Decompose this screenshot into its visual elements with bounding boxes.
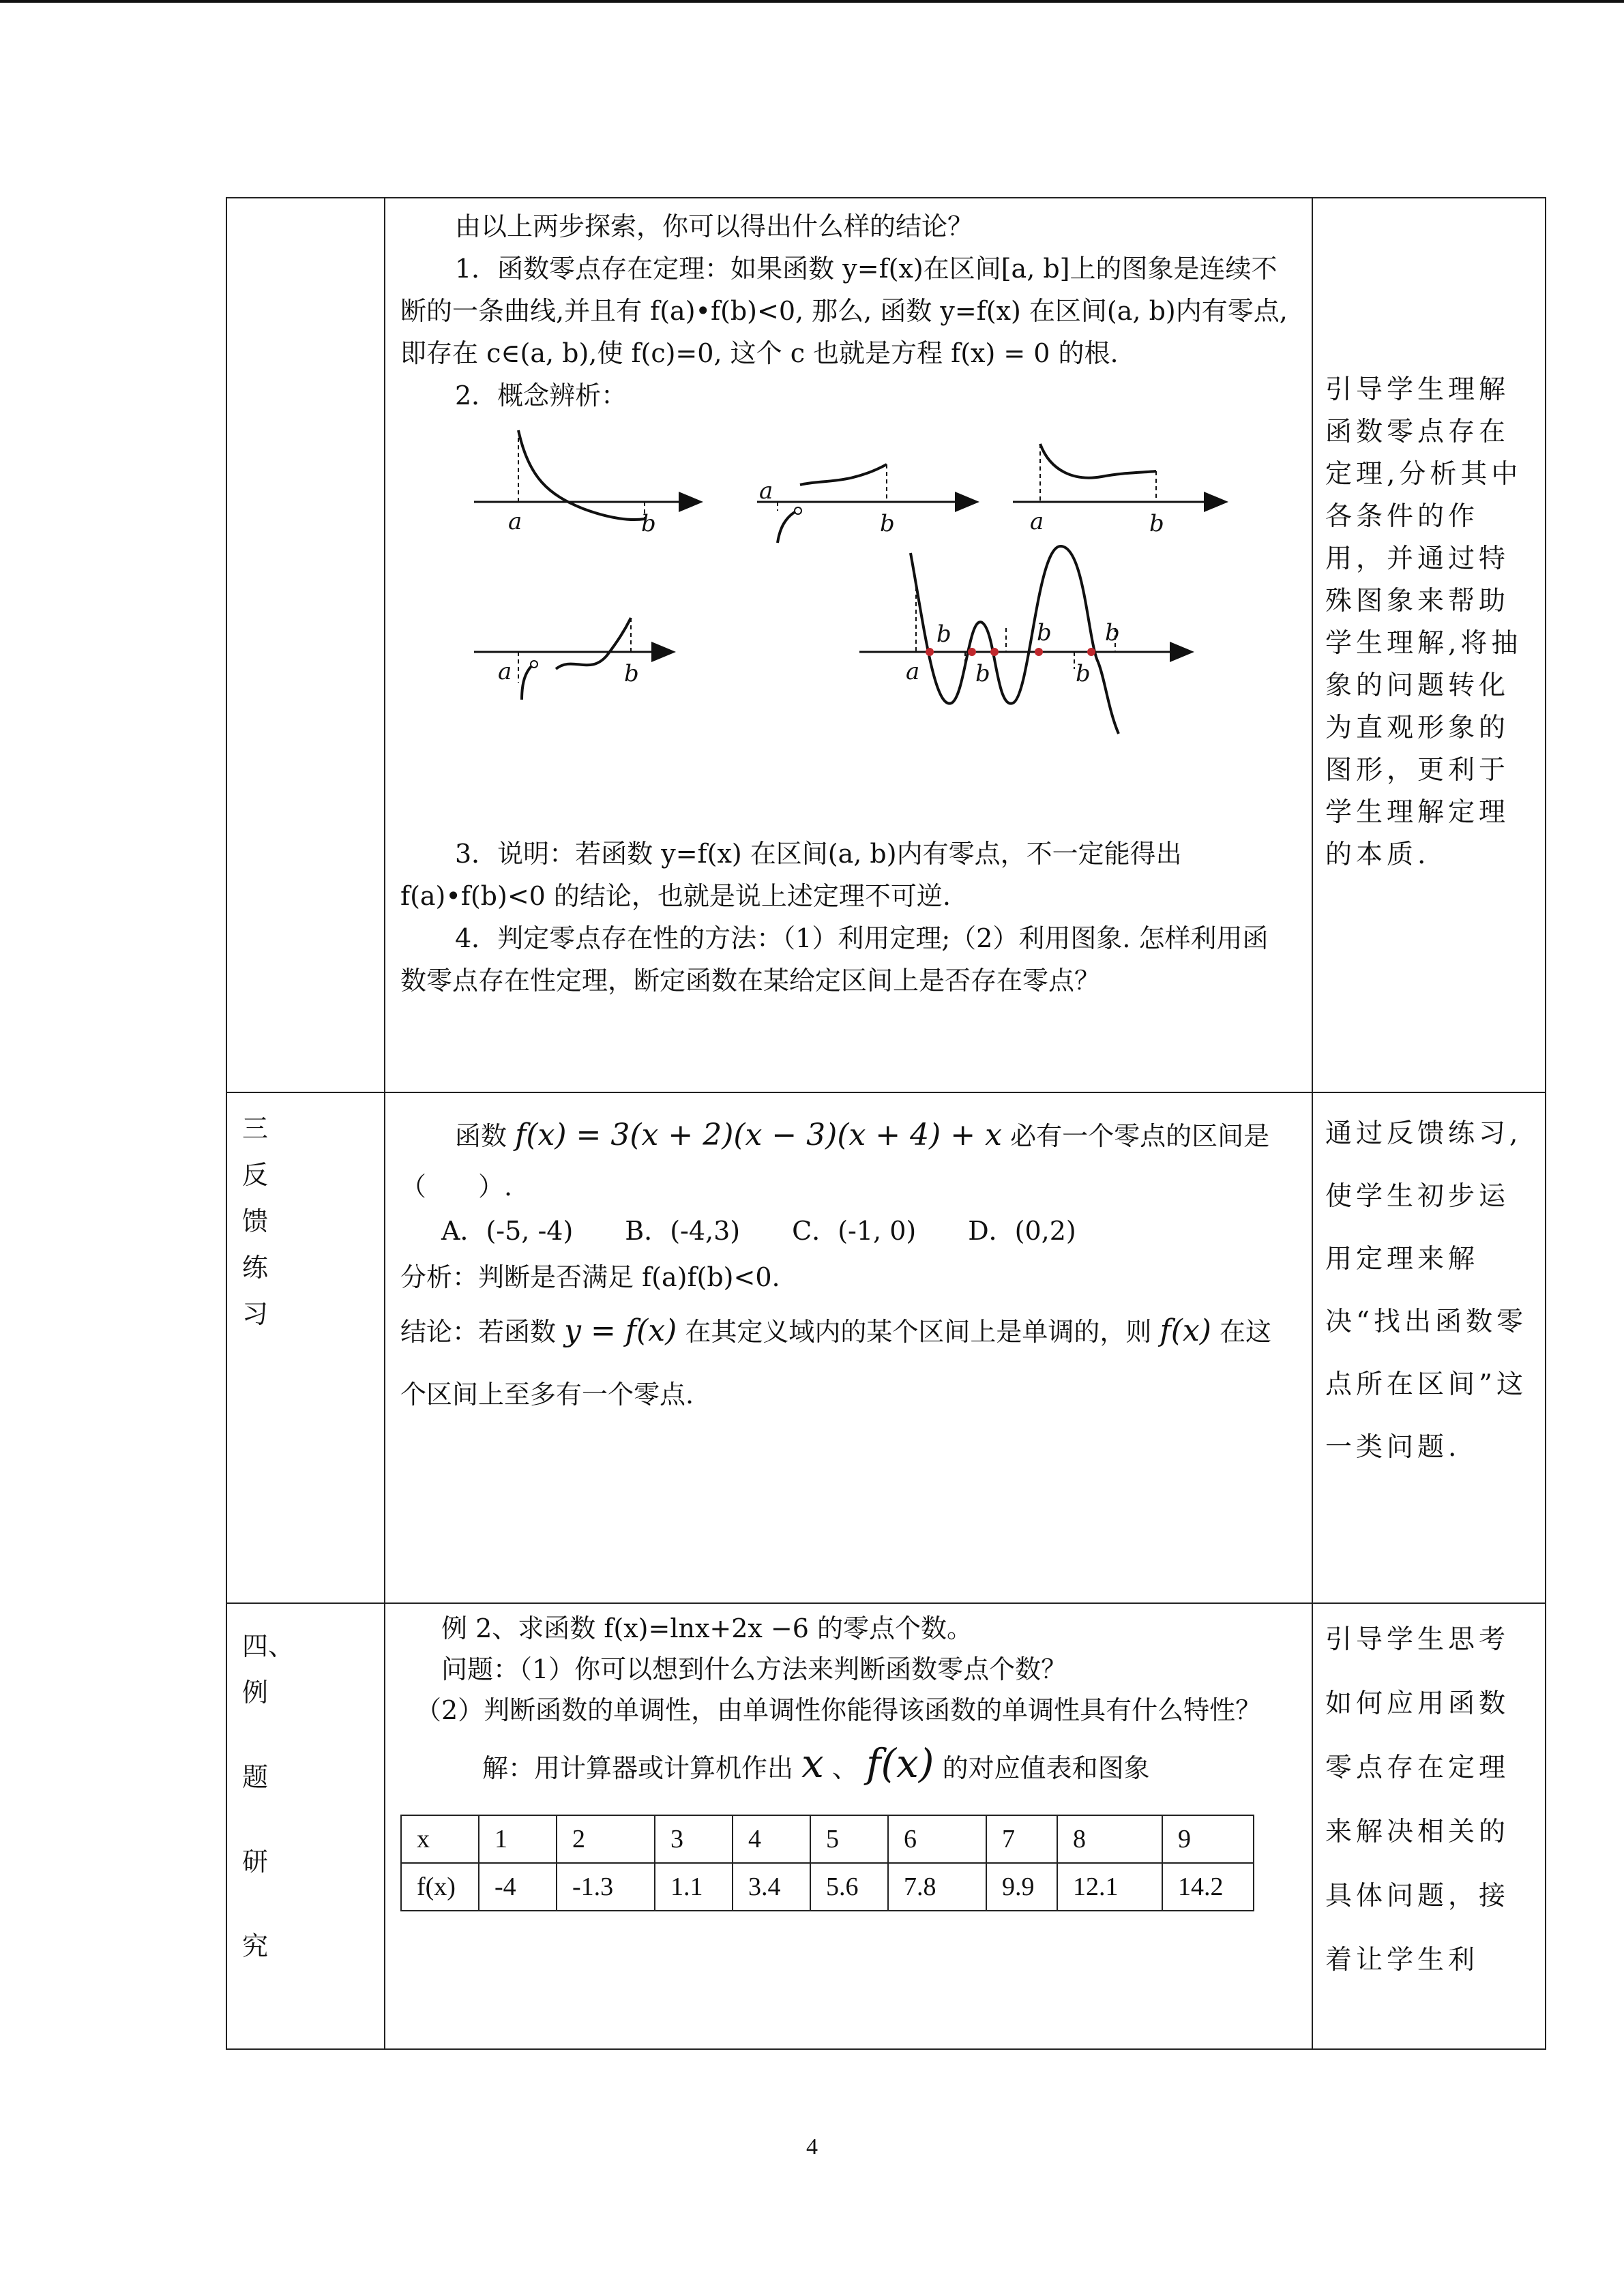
paragraph: 2．概念辨析： <box>455 381 628 411</box>
row-theorem <box>226 198 1546 1092</box>
table-cell: -1.3 <box>557 1863 655 1911</box>
table-head-fx: f(x) <box>401 1863 479 1911</box>
table-cell: 9 <box>1162 1815 1254 1863</box>
lesson-table <box>226 197 1546 2050</box>
top-border-line <box>0 0 1624 3</box>
section-label-char: 馈 <box>242 1206 269 1236</box>
question <box>400 1105 1293 1166</box>
section-label-char: 三 <box>242 1114 269 1144</box>
table-cell: 4 <box>733 1815 810 1863</box>
fig4-label-b: b <box>624 660 639 687</box>
table-cell: 14.2 <box>1162 1863 1254 1911</box>
section-label-cell <box>226 198 385 1092</box>
conclusion-prefix: 结论：若函数 <box>400 1317 557 1347</box>
table-head-x: x <box>401 1815 479 1863</box>
fig5-label-b1: b <box>936 621 951 648</box>
solution-x: x <box>801 1740 824 1787</box>
section-label-char: 练 <box>242 1253 269 1283</box>
fig5-label-b5: b <box>1105 619 1120 646</box>
table-row <box>401 1815 1254 1863</box>
content-cell <box>385 198 1312 1092</box>
table-cell: 7 <box>986 1815 1057 1863</box>
section-label-char: 反 <box>242 1160 269 1190</box>
question-1: 问题：（1）你可以想到什么方法来判断函数零点个数？ <box>441 1654 1067 1684</box>
fig5-label-a: a <box>906 658 920 685</box>
section-label-char: 四、 <box>242 1631 295 1661</box>
fig2-label-b: b <box>880 510 895 537</box>
table-cell: 6 <box>888 1815 986 1863</box>
conclusion-suffix: 在这个区间上至多有一个零点. <box>400 1317 1271 1410</box>
fig4-open-point <box>531 661 537 668</box>
fig5-label-b4: b <box>1076 660 1091 687</box>
table-cell: 1.1 <box>655 1863 733 1911</box>
page-number: 4 <box>806 2134 818 2160</box>
conclusion-formula-1: y = f(x) <box>564 1313 677 1348</box>
solution <box>400 1731 1293 1801</box>
figures-svg <box>385 423 1312 833</box>
table-cell: -4 <box>479 1863 557 1911</box>
fig2-curve-right <box>800 464 887 485</box>
question-2: （2）判断函数的单调性，由单调性你能得该函数的单调性具有什么特性？ <box>415 1695 1262 1725</box>
paragraph: 3．说明：若函数 y=f(x) 在区间(a, b)内有零点，不一定能得出 f(a)•f(b)<0 的结论，也就是说上述定理不可逆. <box>400 839 1182 911</box>
table-cell: 3.4 <box>733 1863 810 1911</box>
table-cell: 12.1 <box>1057 1863 1162 1911</box>
paragraph: 4．判定零点存在性的方法：（1）利用定理;（2）利用图象. 怎样利用函数零点存在性定理，断定函数在某给定区间上是否存在零点？ <box>400 923 1269 996</box>
table-cell: 2 <box>557 1815 655 1863</box>
answer-paren: （ ）. <box>400 1172 513 1202</box>
content-cell <box>385 1092 1312 1603</box>
table-cell: 9.9 <box>986 1863 1057 1911</box>
table-cell: 8 <box>1057 1815 1162 1863</box>
teaching-note: 通过反馈练习,使学生初步运用定理来解决“找出函数零点所在区间”这一类问题. <box>1325 1118 1527 1463</box>
fig2-open-point <box>795 507 801 514</box>
question-prefix: 函数 <box>455 1121 507 1151</box>
note-cell <box>1312 1603 1546 2049</box>
analysis: 分析：判断是否满足 f(a)f(b)<0. <box>400 1262 780 1292</box>
fig1-label-a: a <box>508 508 522 535</box>
solution-fx: f(x) <box>866 1740 934 1787</box>
fig4-curve-right <box>556 618 631 669</box>
note-cell <box>1312 198 1546 1092</box>
question-formula: f(x) = 3(x + 2)(x − 3)(x + 4) + x <box>515 1118 1002 1152</box>
table-cell: 1 <box>479 1815 557 1863</box>
section-label-cell <box>226 1092 385 1603</box>
fig4-curve-left <box>522 666 532 700</box>
example-title: 例 2、求函数 f(x)=lnx+2x −6 的零点个数。 <box>441 1613 973 1643</box>
teaching-note: 引导学生理解函数零点存在定理,分析其中各条件的作用，并通过特殊图象来帮助学生理解,将抽象的问题转化为直观形象的图形，更利于学生理解定理的本质. <box>1325 374 1522 870</box>
conclusion-formula-2: f(x) <box>1160 1313 1211 1348</box>
fig3-label-b: b <box>1149 510 1164 537</box>
answer-options: A．(-5, -4) B．(-4,3) C．(-1, 0) D．(0,2) <box>441 1216 1076 1246</box>
fig2-label-a: a <box>759 477 773 505</box>
fig5-label-b2: b <box>975 660 990 687</box>
section-label-char: 例 <box>242 1678 269 1708</box>
table-cell: 5 <box>810 1815 888 1863</box>
solution-suffix: 的对应值表和图象 <box>942 1753 1150 1783</box>
fig1-label-b: b <box>641 510 656 537</box>
fig2-curve-left <box>778 512 795 543</box>
table-cell: 7.8 <box>888 1863 986 1911</box>
value-table <box>400 1815 1254 1911</box>
fig5-label-b3: b <box>1037 619 1052 646</box>
conclusion-middle: 在其定义域内的某个区间上是单调的，则 <box>685 1317 1152 1347</box>
question-suffix: 必有一个零点的区间是 <box>1010 1121 1270 1151</box>
table-cell: 3 <box>655 1815 733 1863</box>
concept-figures <box>385 423 1312 833</box>
table-row <box>401 1863 1254 1911</box>
row-feedback <box>226 1092 1546 1603</box>
fig3-curve <box>1040 444 1156 478</box>
solution-sep: 、 <box>831 1753 858 1783</box>
section-label-char: 研 <box>242 1847 269 1877</box>
fig4-label-a: a <box>498 658 512 685</box>
teaching-note: 引导学生思考如何应用函数零点存在定理来解决相关的具体问题，接着让学生利 <box>1325 1624 1510 1976</box>
table-cell: 5.6 <box>810 1863 888 1911</box>
content-cell <box>385 1603 1312 2049</box>
solution-prefix: 解：用计算器或计算机作出 <box>482 1753 794 1783</box>
fig1-curve <box>518 430 645 520</box>
row-example <box>226 1603 1546 2049</box>
section-label-char: 习 <box>242 1299 269 1329</box>
conclusion <box>400 1300 1293 1426</box>
theorem-paragraph: 1．函数零点存在定理：如果函数 y=f(x)在区间[a, b]上的图象是连续不断的一条曲线,并且有 f(a)•f(b)<0, 那么, 函数 y=f(x) 在区间(a, b)内有零点, 即存在 c∈(a, b),使 f(c)=0, 这个 c 也就是方程 f(x) = 0 的根. <box>400 254 1288 368</box>
fig3-label-a: a <box>1030 508 1044 535</box>
section-label-char: 题 <box>242 1762 269 1792</box>
paragraph: 由以上两步探索，你可以得出什么样的结论？ <box>455 211 974 241</box>
section-label-cell <box>226 1603 385 2049</box>
note-cell <box>1312 1092 1546 1603</box>
section-label-char: 究 <box>242 1931 269 1961</box>
